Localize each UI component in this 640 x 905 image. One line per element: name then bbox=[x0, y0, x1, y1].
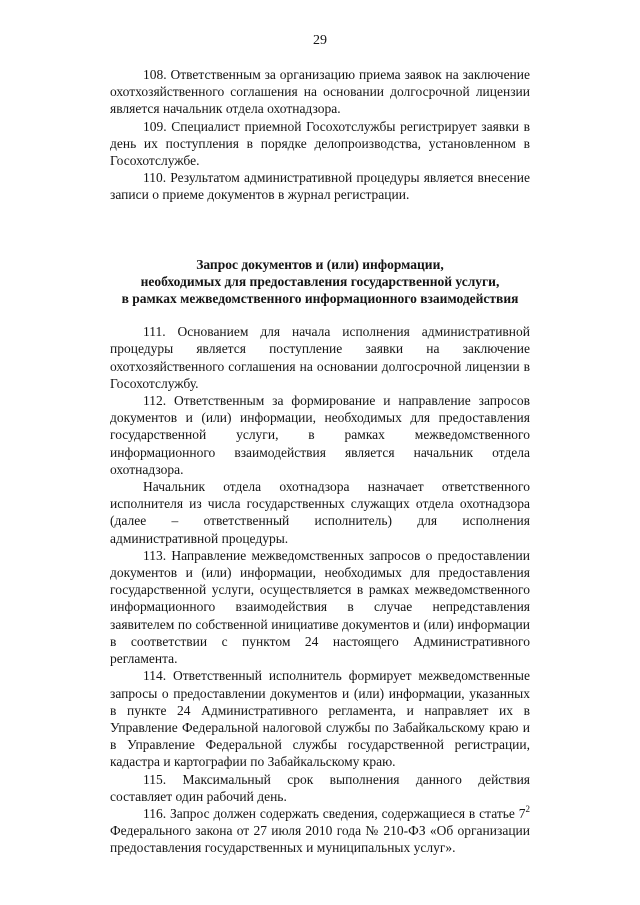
paragraph-116 bbox=[110, 805, 530, 857]
paragraph-113: 113. Направление межведомственных запросов о предоставлении документов и (или) информации, необходимых для предоставления государственной услуги, осуществляется в рамках межведомственного информационного взаимодействия в случае непредставления заявителем по собственной инициативе документов и (или) информации в соответствии с пунктом 24 настоящего Административного регламента. bbox=[110, 547, 530, 667]
paragraph-114: 114. Ответственный исполнитель формирует межведомственные запросы о предоставлении документов и (или) информации, указанных в пункте 24 Административного регламента, и направляет их в Управление Федеральной налоговой службы по Забайкальскому краю и в Управление Федеральной службы государственной регистрации, кадастра и картографии по Забайкальскому краю. bbox=[110, 668, 530, 770]
paragraph-116-text-end: Федерального закона от 27 июля 2010 года № 210-ФЗ «Об организации предоставления государственных и муниципальных услуг». bbox=[110, 823, 530, 856]
document-body bbox=[110, 66, 530, 857]
paragraph-109: 109. Специалист приемной Госохотслужбы регистрирует заявки в день их поступления в порядке делопроизводства, установленном в Госохотслужбе. bbox=[110, 118, 530, 169]
section-heading-line-1: Запрос документов и (или) информации, bbox=[196, 256, 444, 272]
paragraph-116-superscript: 2 bbox=[525, 803, 530, 814]
paragraph-108: 108. Ответственным за организацию приема заявок на заключение охотхозяйственного соглашения на основании долгосрочной лицензии является начальник отдела охотнадзора. bbox=[110, 67, 530, 117]
section-heading-line-3: в рамках межведомственного информационного взаимодействия bbox=[121, 291, 519, 307]
paragraph-116-text-start: 116. Запрос должен содержать сведения, содержащиеся в статье 7 bbox=[143, 805, 526, 821]
page-number: 29 bbox=[313, 33, 327, 48]
paragraph-112-continued: Начальник отдела охотнадзора назначает ответственного исполнителя из числа государственных служащих отдела охотнадзора (далее – ответственный исполнитель) для исполнения административной процедуры. bbox=[110, 479, 530, 546]
paragraph-110: 110. Результатом административной процедуры является внесение записи о приеме документов в журнал регистрации. bbox=[110, 170, 530, 203]
section-heading bbox=[110, 256, 530, 308]
paragraph-115: 115. Максимальный срок выполнения данного действия составляет один рабочий день. bbox=[110, 771, 530, 804]
section-heading-line-2: необходимых для предоставления государственной услуги, bbox=[140, 273, 500, 289]
paragraph-111: 111. Основанием для начала исполнения административной процедуры является поступление заявки на заключение охотхозяйственного соглашения на основании долгосрочной лицензии в Госохотслужбу. bbox=[110, 324, 530, 391]
paragraph-112: 112. Ответственным за формирование и направление запросов документов и (или) информации, необходимых для предоставления государственной услуги, в рамках межведомственного информационного взаимодействия является начальник отдела охотнадзора. bbox=[110, 393, 530, 477]
